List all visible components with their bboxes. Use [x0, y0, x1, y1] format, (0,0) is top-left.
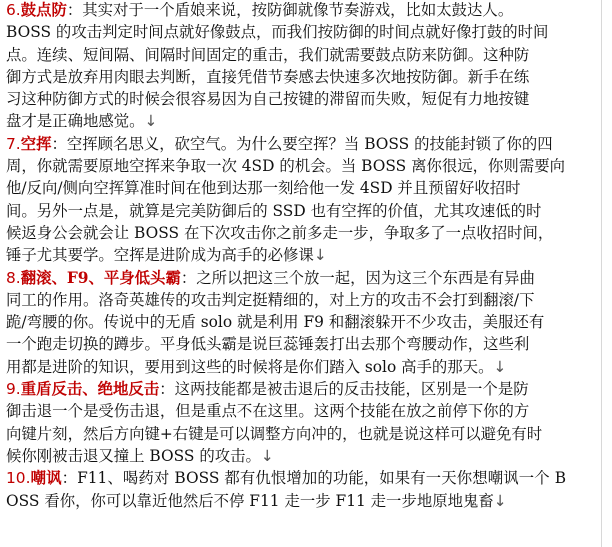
text-line: 同工的作用。洛奇英雄传的攻击判定挺精细的，对上方的攻击不会打到翻滚/下 — [6, 290, 535, 309]
section-7 — [6, 133, 566, 267]
text-line: ：这两技能都是被击退后的反击技能，区别是一个是防 — [159, 380, 529, 399]
section-9 — [6, 378, 566, 467]
text-line: 锤子尤其要学。空挥是进阶成为高手的必修课 — [6, 246, 314, 265]
section-number: 6. — [6, 1, 21, 19]
text-line: ：其实对于一个盾娘来说，按防御就像节奏游戏，比如太鼓达人。 — [66, 1, 514, 19]
text-line: 间。另外一点是，就算是完美防御后的 SSD 也有空挥的价值，尤其攻速低的时 — [6, 201, 542, 220]
section-term: 重盾反击、绝地反击 — [20, 380, 160, 399]
text-line: 用都是进阶的知识，要用到这些的时候将是你们踏入 solo 高手的那天。 — [6, 357, 494, 376]
section-term: 鼓点防 — [20, 1, 67, 19]
paragraph-mark-icon: ↓ — [144, 112, 158, 131]
section-number: 8. — [6, 268, 21, 287]
document-body — [6, 0, 566, 512]
text-line: 御方式是放弃用肉眼去判断，直接凭借节奏感去快速多次地按防御。新手在练 — [6, 67, 530, 86]
text-line: 习这种防御方式的时候会很容易因为自己按键的滞留而失败，短促有力地按键 — [6, 90, 530, 109]
text-line: 候返身公会就会让 BOSS 在下次攻击你之前多走一步，争取多了一点收招时间， — [6, 223, 554, 242]
section-8 — [6, 267, 566, 378]
text-line: 盘才是正确地感觉。 — [6, 112, 145, 131]
text-line: BOSS 看你，你可以靠近他然后不停 F11 走一步 F11 走一步地原地鬼畜 — [6, 469, 566, 510]
text-line: ：空挥顾名思义，砍空气。为什么要空挥？当 BOSS 的技能封锁了你的四 — [51, 134, 553, 153]
section-6 — [6, 0, 566, 133]
text-line: 跪/弯腰的你。传说中的无盾 solo 就是利用 F9 和翻滚躲开不少攻击，美服还有 — [6, 313, 545, 332]
section-term: 翻滚、F9、平身低头霸 — [20, 268, 181, 287]
text-line: 候你刚被击退又撞上 BOSS 的攻击。 — [6, 446, 261, 465]
page-edge-divider — [601, 0, 602, 547]
section-number: 10. — [6, 469, 31, 488]
text-line: 一个跑走切换的蹲步。平身低头霸是说巨蕊锤轰打出去那个弯腰动作，这些利 — [6, 335, 530, 354]
text-line: 御击退一个是受伤击退，但是重点不在这里。这两个技能在放之前停下你的方 — [6, 402, 530, 421]
text-line: 点。连续、短间隔、间隔时间固定的重击，我们就需要鼓点防来防御。这种防 — [6, 45, 530, 64]
text-line: ：F11、喝药对 BOSS 都有仇恨增加的功能，如果有一天你想嘲讽一个 — [61, 469, 550, 488]
section-term: 嘲讽 — [30, 469, 62, 488]
paragraph-mark-icon: ↓ — [313, 246, 327, 265]
text-line: ：之所以把这三个放一起，因为这三个东西是有异曲 — [180, 268, 535, 287]
section-term: 空挥 — [20, 134, 52, 153]
paragraph-mark-icon: ↓ — [260, 446, 274, 465]
paragraph-mark-icon: ↓ — [493, 491, 507, 510]
text-line: BOSS 的攻击判定时间点就好像鼓点，而我们按防御的时间点就好像打鼓的时间 — [6, 23, 549, 42]
section-10 — [6, 467, 566, 512]
section-number: 9. — [6, 380, 21, 399]
text-line: 他/反向/侧向空挥算准时间在他到达那一刻给他一发 4SD 并且预留好收招时 — [6, 179, 521, 198]
text-line: 向键片刻，然后方向键+右键是可以调整方向冲的，也就是说这样可以避免有时 — [6, 424, 543, 443]
text-line: 周，你就需要原地空挥来争取一次 4SD 的机会。当 BOSS 离你很远，你则需要向 — [6, 157, 565, 176]
paragraph-mark-icon: ↓ — [493, 357, 507, 376]
section-number: 7. — [6, 134, 21, 153]
